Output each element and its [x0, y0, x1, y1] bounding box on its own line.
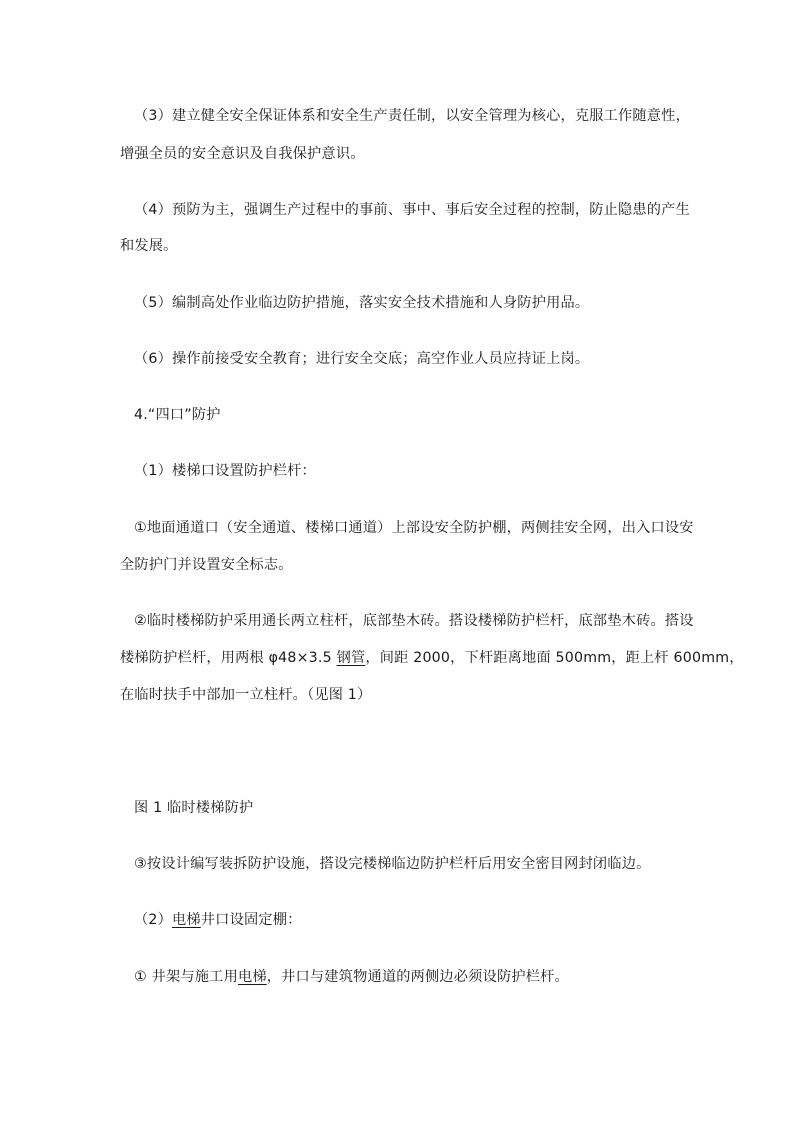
item-2-line-2	[120, 648, 744, 668]
steel-pipe-link[interactable]: 钢管	[336, 650, 366, 666]
paragraph-5: （5）编制高处作业临边防护措施，落实安全技术措施和人身防护用品。	[134, 295, 590, 311]
elevator-link-2[interactable]: 电梯	[237, 969, 267, 985]
item-1-line-1: ①地面通道口（安全通道、楼梯口通道）上部设安全防护棚，两侧挂安全网，出入口设安	[134, 520, 694, 536]
item-3: ③按设计编写装拆防护设施，搭设完楼梯临边防护栏杆后用安全密目网封闭临边。	[134, 856, 651, 872]
item-4-start: ① 井架与施工用	[134, 969, 238, 985]
figure-1-caption: 图 1 临时楼梯防护	[134, 800, 254, 816]
paragraph-4-line-2: 和发展。	[120, 238, 178, 254]
subsection-2-rest: 井口设固定棚：	[200, 912, 302, 928]
item-4	[134, 967, 569, 987]
paragraph-6: （6）操作前接受安全教育；进行安全交底；高空作业人员应持证上岗。	[134, 351, 590, 367]
section-heading-four-openings: 4.“四口”防护	[134, 407, 221, 423]
subsection-1-title: （1）楼梯口设置防护栏杆：	[134, 463, 316, 479]
item-2-line-2-end: ，间距 2000，下杆距离地面 500mm，距上杆 600mm，	[365, 650, 744, 666]
item-1-line-2: 全防护门并设置安全标志。	[120, 557, 293, 573]
subsection-2-title	[134, 910, 302, 930]
subsection-2-number: （2）	[134, 912, 173, 928]
paragraph-4-line-1: （4）预防为主，强调生产过程中的事前、事中、事后安全过程的控制，防止隐患的产生	[134, 202, 690, 218]
item-2-line-2-start: 楼梯防护栏杆，用两根 φ48×3.5	[120, 650, 337, 666]
paragraph-3-line-2: 增强全员的安全意识及自我保护意识。	[120, 146, 365, 162]
item-4-end: ，井口与建筑物通道的两侧边必须设防护栏杆。	[266, 969, 569, 985]
item-2-line-3: 在临时扶手中部加一立柱杆。（见图 1）	[120, 687, 372, 703]
paragraph-3-line-1: （3）建立健全安全保证体系和安全生产责任制，以安全管理为核心，克服工作随意性，	[134, 108, 690, 124]
item-2-line-1: ②临时楼梯防护采用通长两立柱杆，底部垫木砖。搭设楼梯防护栏杆，底部垫木砖。搭设	[134, 613, 694, 629]
elevator-link[interactable]: 电梯	[172, 912, 201, 928]
